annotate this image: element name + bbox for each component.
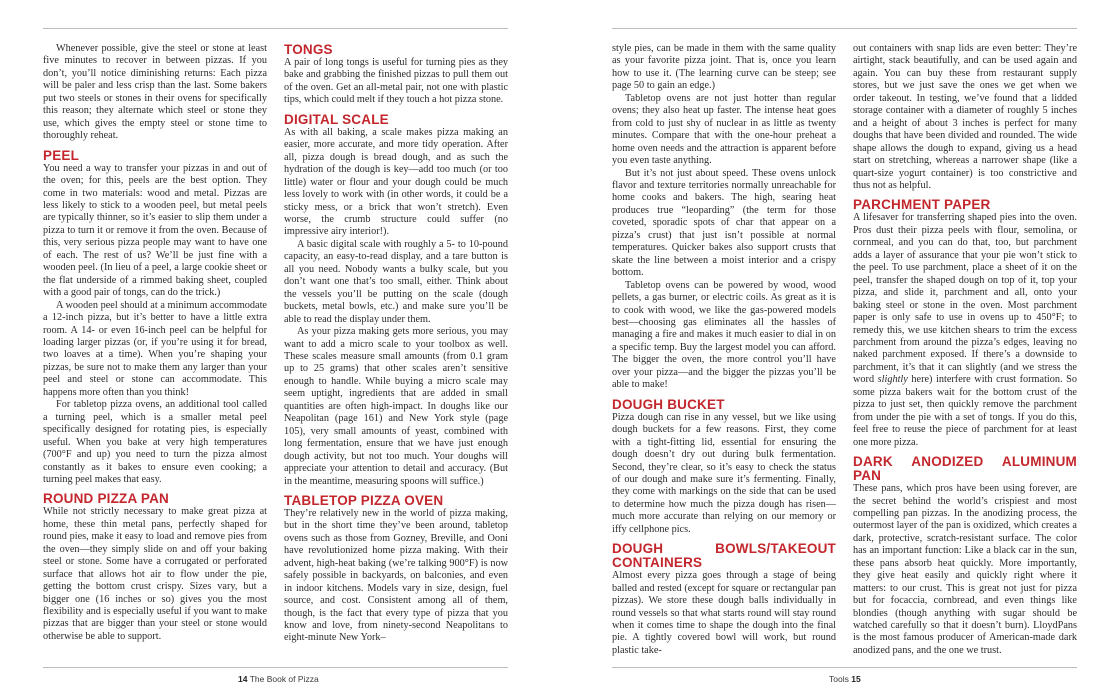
page-number: 14 bbox=[238, 674, 248, 684]
bottom-rule-right bbox=[612, 667, 1077, 668]
folio-right bbox=[829, 674, 861, 684]
paragraph: Almost every pizza goes through a stage of being balled and rested (except for square or rectangular pan pizzas). We store these dough balls individually in round vessels so that what starts round will stay round when it comes time to shape the dough into the final pie. A tightly covered bowl will work, but round plastic take- bbox=[612, 570, 836, 656]
text-run: A lifesaver for transferring shaped pies into the oven. Pros dust their pizza peels with flour, semolina, or cornmeal, and you can do that, too, but parchment adds a layer of assurance that your pie won’t stick to the peel. To use parchment, place a sheet of it on the peel, transfer the shaped dough on top of it, top your pizza, and slide it, parchment and all, onto your baking steel or stone in the oven. Most parchment paper is only safe to use in ovens up to 450°F; to remedy this, we use kitchen shears to trim the excess parchment from around the pizza’s edges, leaving no naked parchment exposed. If there’s a downside to parchment, it’s that it can slightly (and we stress the word bbox=[853, 212, 1077, 386]
paragraph: Pizza dough can rise in any vessel, but we like using dough buckets for a few reasons. First, they come with a tight-fitting lid, essential for ensuring the dough doesn’t dry out during bulk fermentation. Second, they’re clear, so it’s easy to check the status of our dough and make sure it’s fermenting. Finally, they come with markings on the side that can be used to determine how much the pizza dough has risen—much more accurate than relying on our memory or iffy cellphone pics. bbox=[612, 411, 836, 535]
paragraph: While not strictly necessary to make great pizza at home, these thin metal pans, perfectly shaped for round pies, make it easy to load and remove pies from the oven—they simply slide on and off your baking steel or stone. Some have a corrugated or perforated surface that allows hot air to flow under the pie, getting the bottom crust crispy. Sizes vary, but a bigger one (16 inches or so) gives you the most flexibility and is especially useful if you want to make pizzas that are bigger than your steel or stone would otherwise be able to support. bbox=[43, 506, 267, 642]
right-page-column-2 bbox=[853, 43, 1077, 657]
paragraph: A pair of long tongs is useful for turning pies as they bake and grabbing the finished pizzas to pull them out of the oven. Get an all-metal pair, not one with plastic tips, which could melt if they touch a hot pizza stone. bbox=[284, 57, 508, 106]
left-page-column-1 bbox=[43, 43, 267, 643]
paragraph: style pies, can be made in them with the same quality as your favorite pizza joint. That is, once you learn how to use it. (The learning curve can be steep; see page 50 to gain an edge.) bbox=[612, 43, 836, 92]
paragraph: out containers with snap lids are even better: They’re airtight, stack beautifully, and can be used again and again. You can buy these from restaurant supply stores, but we just save the ones we get when we order takeout. In testing, we’ve found that a lidded storage container with a diameter of roughly 5 inches and a height of about 3 inches is perfect for many doughs that have been divided and rounded. The wide shape allows the dough to expand, giving us a head start on stretching, whereas a narrower shape (like a quart-size yogurt container) is too constrictive and thus not as helpful. bbox=[853, 43, 1077, 191]
section-heading-digital-scale: DIGITAL SCALE bbox=[284, 111, 389, 127]
running-title: Tools bbox=[829, 674, 849, 684]
section-heading-peel: PEEL bbox=[43, 147, 80, 163]
paragraph: A basic digital scale with roughly a 5- to 10-pound capacity, an easy-to-read display, and a tare button is all you need. Nobody wants a bulky scale, but you don’t want one that’s too small, either. Think about the vessels you’ll be putting on the scale (dough buckets, metal bowls, etc.) and make sure you’ll be able to read the display under them. bbox=[284, 238, 508, 325]
text-run: here) interfere with crust formation. So some pizza bakers wait for the bottom crust of the pizza to just set, then quickly remove the parchment from under the pie with a set of tongs. If you do this, feel free to reuse the piece of parchment for at least one more pizza. bbox=[853, 374, 1077, 448]
paragraph: They’re relatively new in the world of pizza making, but in the short time they’ve been around, tabletop ovens such as those from Gozney, Breville, and Ooni have revolutionized home pizza making. With their advent, high-heat baking (we’re talking 900°F) is now safely possible in backyards, on balconies, and even in indoor kitchens. Models vary in size, design, fuel source, and cost. Consistent among all of them, though, is the fact that every type of pizza that you know and love, from ninety-second Neapolitans to eight-minute New York– bbox=[284, 507, 508, 644]
left-page-column-2 bbox=[284, 43, 508, 645]
section-heading-dark-anodized-pan: DARK ANODIZED ALUMINUM PAN bbox=[853, 454, 1077, 484]
emphasis: slightly bbox=[877, 374, 908, 386]
paragraph: These pans, which pros have been using forever, are the secret behind the world’s crispiest and most compelling pan pizzas. In the anodizing process, the outermost layer of the pan is oxidized, which creates a dark, protective, scratch-resistant surface. The color has an important function: Like a black car in the sun, these pans absorb heat quickly. More importantly, they give heat easily and quickly right where it matters: to our crust. This is great not just for pizza but for focaccia, cornbread, and even things like blondies (though anything with sugar should be watched carefully so that it doesn’t burn). LloydPans is the most famous producer of American-made dark anodized pans, and the one we trust. bbox=[853, 483, 1077, 656]
running-title: The Book of Pizza bbox=[249, 674, 319, 684]
section-heading-tongs: TONGS bbox=[284, 42, 333, 57]
top-rule-left bbox=[43, 28, 508, 29]
section-heading-parchment-paper: PARCHMENT PAPER bbox=[853, 197, 991, 213]
top-rule-right bbox=[612, 28, 1077, 29]
section-heading-dough-bowls: DOUGH BOWLS/TAKEOUT CONTAINERS bbox=[612, 541, 836, 571]
bottom-rule-left bbox=[43, 667, 508, 668]
paragraph: A wooden peel should at a minimum accommodate a 12-inch pizza, but it’s better to have a little extra room. A 14- or even 16-inch peel can be helpful for loading larger pizzas (or, if you’re using it for bread, two loaves at a time). When you’re shaping your pizzas, be sure not to make them any larger than your peel and steel or stone can accommodate. This happens more often than you think! bbox=[43, 299, 267, 398]
paragraph: As your pizza making gets more serious, you may want to add a micro scale to your toolbox as well. These scales measure small amounts (from 0.1 gram up to 25 grams) that other scales aren’t sensitive enough to handle. While buying a micro scale may seem uptight, ingredients that are added in small quantities are often high-impact. In doughs like our Neapolitan (page 161) and New York style (page 105), very small amounts of yeast, combined with long fermentation, ensure that we have just enough dough activity, but not too much. Your doughs will appreciate your attention to detail and accuracy. (But in the meantime, measuring spoons will suffice.) bbox=[284, 326, 508, 487]
paragraph bbox=[853, 212, 1077, 449]
paragraph: As with all baking, a scale makes pizza making an easier, more accurate, and more tidy operation. After all, pizza dough is bread dough, and as such the hydration of the dough is key—add too much (or too little) water or flour and your dough could be much less lovely to work with (in other words, it could be a sticky mess, or a brick that won’t stretch). Even worse, the crumb structure could suffer (no impressive airy interior!). bbox=[284, 126, 508, 238]
folio-left bbox=[238, 674, 319, 684]
section-heading-round-pizza-pan: ROUND PIZZA PAN bbox=[43, 491, 169, 507]
paragraph: Tabletop ovens can be powered by wood, wood pellets, a gas burner, or electric coils. As great as it is to cook with wood, we like the gas-powered models best—choosing gas eliminates all the hassles of managing a fire and makes it much easier to dial in on a specific temp. Buy the largest model you can afford. The bigger the oven, the more control you’ll have over your pizza—and the bigger the pizzas you’ll be able to make! bbox=[612, 279, 836, 391]
right-page-column-1 bbox=[612, 43, 836, 657]
paragraph: You need a way to transfer your pizzas in and out of the oven; for this, peels are the best option. They come in two materials: wood and metal. Pizzas are less likely to stick to a wooden peel, but metal peels are typically thinner, so it’s easier to slip them under a pizza to turn it or remove it from the oven. Because of this, very serious pizza people may want to have one of each. The rest of us? We’ll be just fine with a wooden peel. (In lieu of a peel, a large cookie sheet or the flat underside of a rimmed baking sheet, coupled with a good pair of tongs, can do the trick.) bbox=[43, 162, 267, 299]
section-heading-tabletop-pizza-oven: TABLETOP PIZZA OVEN bbox=[284, 492, 444, 508]
paragraph: Whenever possible, give the steel or stone at least five minutes to recover in between pizzas. If you don’t, you’ll notice diminishing returns: Each pizza will be paler and less crisp than the last. Some bakers put two steels or stones in their ovens for specifically this reason; they alternate which steel or stone they use, which gives the empty steel or stone time to thoroughly reheat. bbox=[43, 43, 267, 142]
paragraph: But it’s not just about speed. These ovens unlock flavor and texture territories normally unreachable for home cooks and bakers. The high, searing heat produces true “leoparding” (the term for those coveted, sporadic spots of char that appear on a pizza’s crust) that just isn’t possible at normal temperatures. Quicker bakes also support crusts that skate the line between a moist interior and a crispy bottom. bbox=[612, 167, 836, 279]
section-heading-dough-bucket: DOUGH BUCKET bbox=[612, 396, 725, 412]
page-number: 15 bbox=[851, 674, 861, 684]
paragraph: Tabletop ovens are not just hotter than regular ovens; they also heat up faster. The intense heat goes from cold to just shy of nuclear in as little as twenty minutes. Compare that with the one-hour preheat a home oven needs and the attraction is apparent before you even taste anything. bbox=[612, 92, 836, 167]
paragraph: For tabletop pizza ovens, an additional tool called a turning peel, which is a smaller metal peel specifically designed for rotating pies, is especially useful. When you bake at very high temperatures (700°F and up) you need to turn the pizza almost constantly as it bakes to ensure even cooking; a turning peel makes that easy. bbox=[43, 399, 267, 485]
